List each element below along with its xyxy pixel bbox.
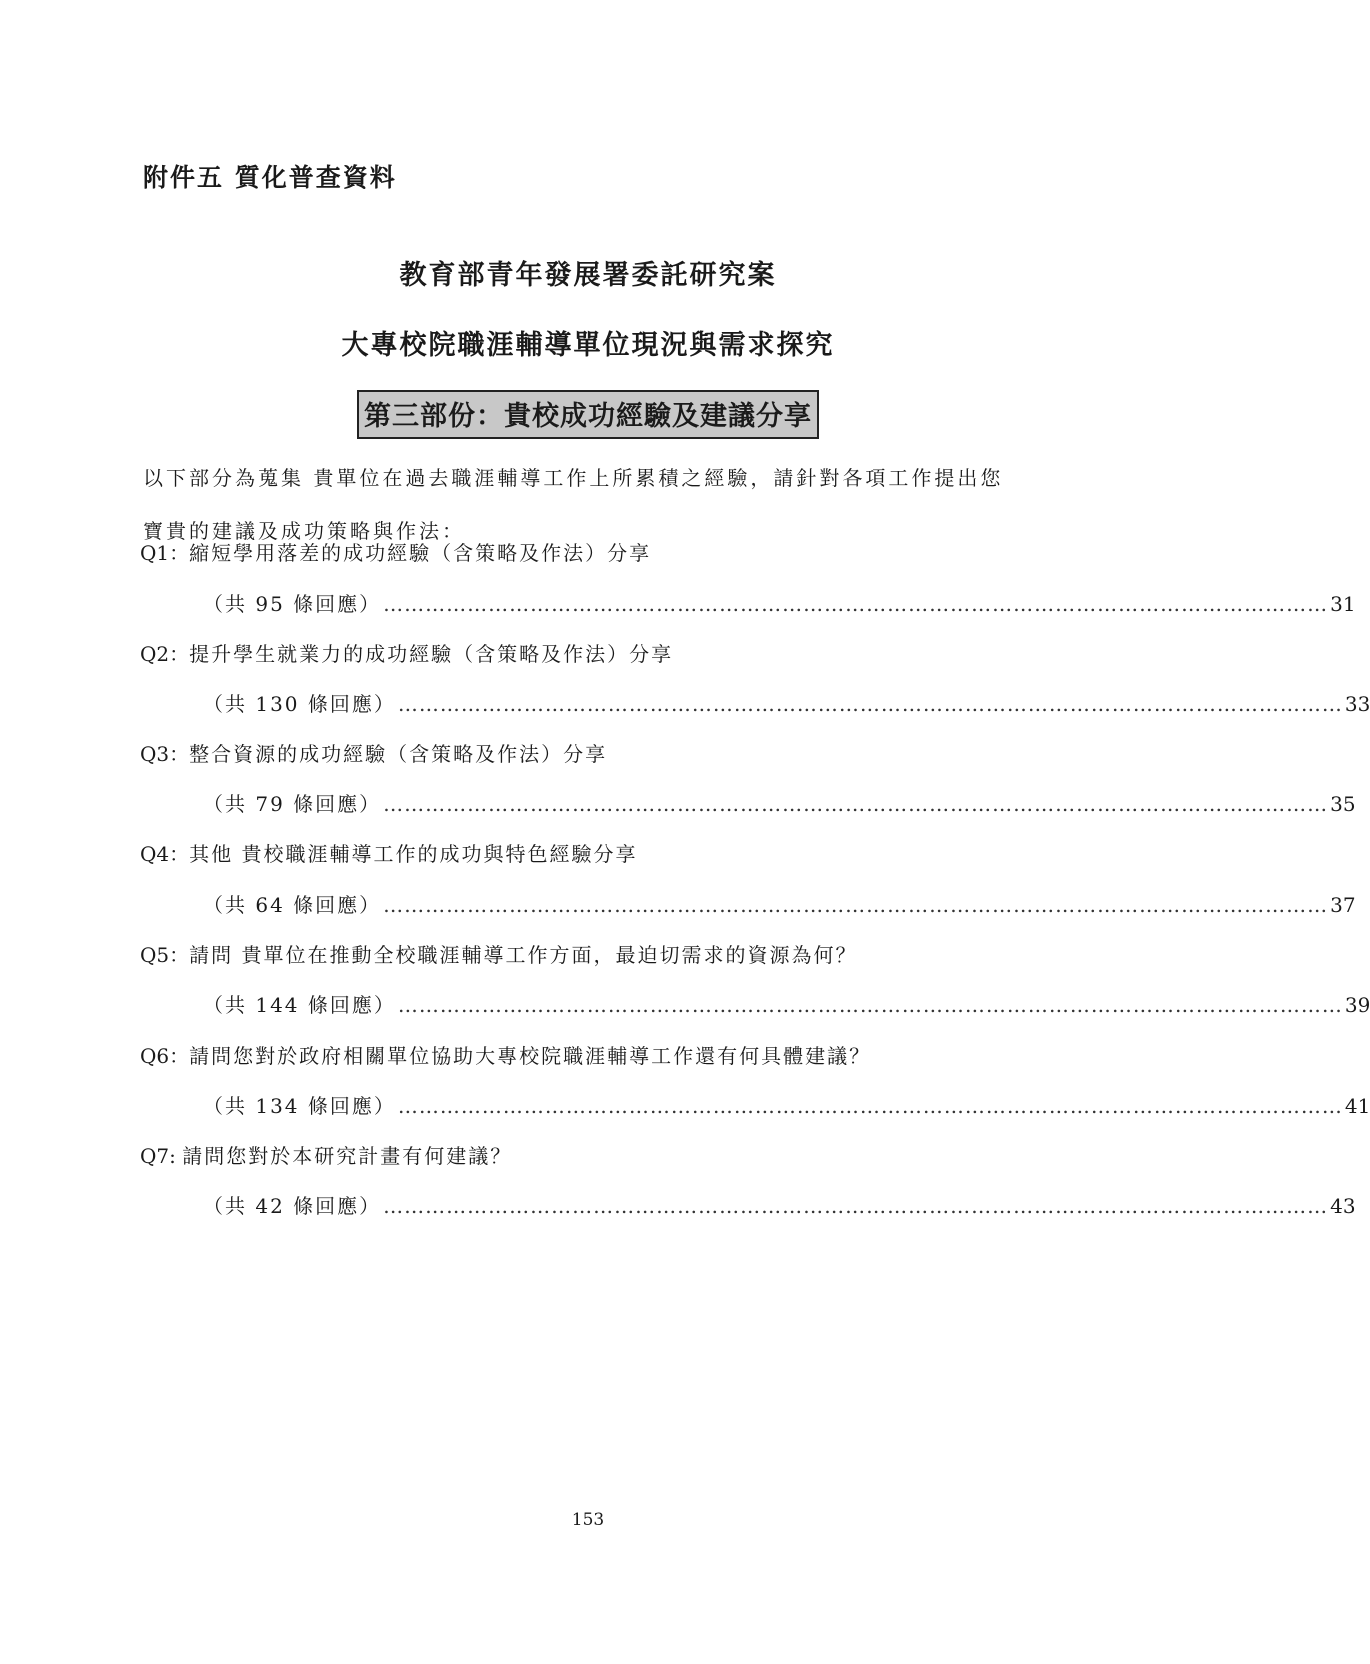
toc-page: 43 [1330, 1194, 1356, 1218]
toc-count: （共 95 條回應） [203, 592, 382, 616]
question-q1 [140, 537, 651, 566]
page-number: 153 [571, 1510, 605, 1530]
toc-page: 37 [1330, 893, 1356, 917]
part-heading-wrapper [0, 390, 1176, 439]
question-id: Q5： [140, 943, 190, 967]
question-text: 請問您對於政府相關單位協助大專校院職涯輔導工作還有何具體建議？ [189, 1044, 872, 1068]
question-q4 [140, 838, 637, 867]
toc-page: 41 [1344, 1094, 1370, 1118]
question-id: Q6： [140, 1044, 190, 1068]
toc-count: （共 134 條回應） [203, 1094, 396, 1118]
toc-leader: ……………………………………………………………………………………………………………………… [383, 1194, 1329, 1218]
toc-count: （共 79 條回應） [203, 792, 382, 816]
toc-count: （共 144 條回應） [203, 993, 396, 1017]
toc-entry-q4[interactable] [203, 889, 1356, 918]
question-id: Q4： [140, 842, 190, 866]
question-q2 [140, 638, 673, 667]
toc-leader: ……………………………………………………………………………………………………………………… [383, 592, 1329, 616]
toc-page: 39 [1344, 993, 1370, 1017]
question-text: 請問 貴單位在推動全校職涯輔導工作方面，最迫切需求的資源為何？ [189, 943, 858, 967]
toc-leader: ……………………………………………………………………………………………………………………… [383, 893, 1329, 917]
annex-title: 附件五 質化普查資料 [143, 163, 397, 192]
document-subtitle: 大專校院職涯輔導單位現況與需求探究 [341, 330, 835, 361]
toc-leader: ……………………………………………………………………………………………………………………… [397, 692, 1343, 716]
toc-entry-q1[interactable] [203, 588, 1356, 617]
question-id: Q1： [140, 541, 190, 565]
question-text: 縮短學用落差的成功經驗（含策略及作法）分享 [189, 541, 652, 565]
toc-page: 31 [1330, 592, 1356, 616]
part-heading: 第三部份：貴校成功經驗及建議分享 [357, 390, 819, 439]
toc-count: （共 42 條回應） [203, 1194, 382, 1218]
question-q5 [140, 939, 857, 968]
toc-entry-q7[interactable] [203, 1190, 1356, 1219]
toc-page: 33 [1344, 692, 1370, 716]
toc-entry-q3[interactable] [203, 788, 1356, 817]
toc-leader: ……………………………………………………………………………………………………………………… [397, 993, 1343, 1017]
question-id: Q7: [140, 1144, 183, 1168]
question-text: 請問您對於本研究計畫有何建議？ [182, 1144, 513, 1168]
question-text: 其他 貴校職涯輔導工作的成功與特色經驗分享 [189, 842, 638, 866]
question-text: 整合資源的成功經驗（含策略及作法）分享 [189, 742, 608, 766]
question-q3 [140, 738, 607, 767]
question-id: Q3： [140, 742, 190, 766]
toc-count: （共 130 條回應） [203, 692, 396, 716]
toc-entry-q6[interactable] [203, 1090, 1370, 1119]
toc-page: 35 [1330, 792, 1356, 816]
intro-text-line-2: 寶貴的建議及成功策略與作法： [143, 519, 465, 543]
toc-entry-q5[interactable] [203, 989, 1370, 1018]
toc-leader: ……………………………………………………………………………………………………………………… [383, 792, 1329, 816]
toc-count: （共 64 條回應） [203, 893, 382, 917]
toc-entry-q2[interactable] [203, 688, 1370, 717]
question-text: 提升學生就業力的成功經驗（含策略及作法）分享 [189, 642, 674, 666]
question-q7 [140, 1140, 512, 1169]
question-id: Q2： [140, 642, 190, 666]
document-title: 教育部青年發展署委託研究案 [399, 260, 777, 291]
question-q6 [140, 1040, 871, 1069]
intro-text-line-1: 以下部分為蒐集 貴單位在過去職涯輔導工作上所累積之經驗，請針對各項工作提出您 [143, 466, 1004, 490]
toc-leader: ……………………………………………………………………………………………………………………… [397, 1094, 1343, 1118]
